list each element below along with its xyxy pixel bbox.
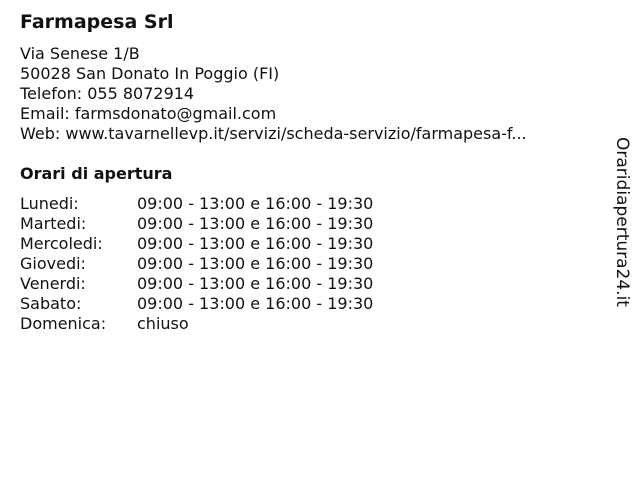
hours-row-sunday <box>20 314 373 334</box>
business-name: Farmapesa Srl <box>20 11 174 33</box>
business-contact-block <box>20 44 527 144</box>
hours-value: 09:00 - 13:00 e 16:00 - 19:30 <box>137 274 374 293</box>
day-label: Sabato: <box>20 294 82 313</box>
hours-value: 09:00 - 13:00 e 16:00 - 19:30 <box>137 214 374 233</box>
web-text: Web: www.tavarnellevp.it/servizi/scheda-servizio/farmapesa-f... <box>20 124 527 143</box>
hours-row-thursday <box>20 254 373 274</box>
hours-value: 09:00 - 13:00 e 16:00 - 19:30 <box>137 254 374 273</box>
hours-value: chiuso <box>137 314 189 333</box>
hours-row-saturday <box>20 294 373 314</box>
address-line-street: Via Senese 1/B <box>20 44 140 63</box>
hours-value: 09:00 - 13:00 e 16:00 - 19:30 <box>137 194 374 213</box>
email-text: Email: farmsdonato@gmail.com <box>20 104 277 123</box>
opening-hours-table <box>20 194 373 334</box>
day-label: Lunedi: <box>20 194 79 213</box>
hours-row-tuesday <box>20 214 373 234</box>
opening-hours-title: Orari di apertura <box>20 164 173 183</box>
day-label: Domenica: <box>20 314 107 333</box>
hours-row-monday <box>20 194 373 214</box>
hours-value: 09:00 - 13:00 e 16:00 - 19:30 <box>137 234 374 253</box>
day-label: Martedi: <box>20 214 87 233</box>
hours-value: 09:00 - 13:00 e 16:00 - 19:30 <box>137 294 374 313</box>
day-label: Giovedi: <box>20 254 86 273</box>
day-label: Venerdi: <box>20 274 86 293</box>
phone-text: Telefon: 055 8072914 <box>20 84 195 103</box>
site-watermark: Oraridiapertura24.it <box>612 137 632 307</box>
address-line-city: 50028 San Donato In Poggio (FI) <box>20 64 280 83</box>
hours-row-friday <box>20 274 373 294</box>
hours-row-wednesday <box>20 234 373 254</box>
day-label: Mercoledi: <box>20 234 103 253</box>
